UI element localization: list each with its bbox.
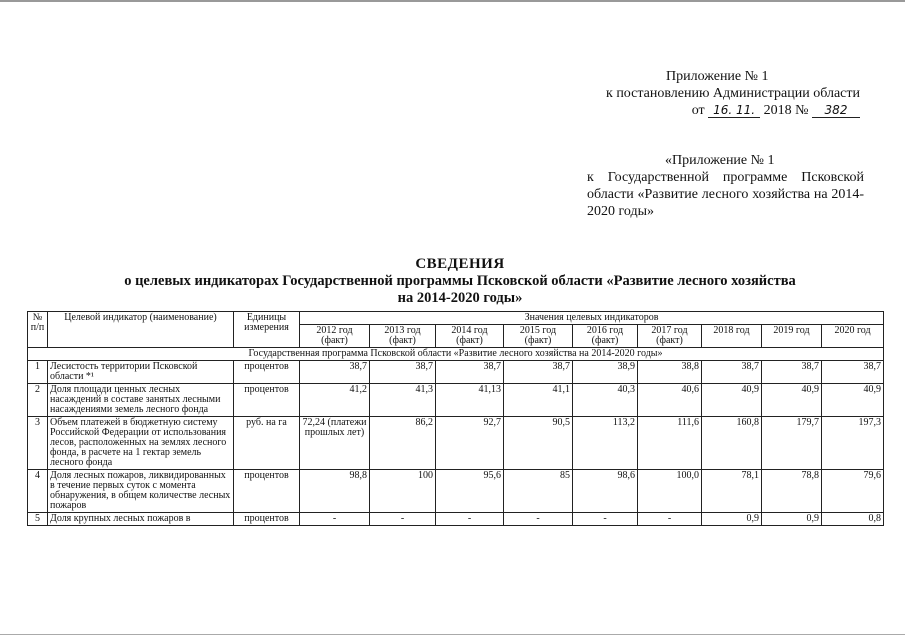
row-value: 0,9 — [762, 513, 822, 526]
top-border-line — [0, 0, 905, 2]
row-value: 90,5 — [504, 417, 573, 470]
table-row — [28, 513, 884, 526]
row-indicator: Доля лесных пожаров, ликвидированных в течение первых суток с момента обнаружения, в общем количестве лесных пожаров — [48, 470, 234, 513]
header-year: 2020 год — [822, 325, 884, 348]
row-num: 3 — [28, 417, 48, 470]
appendix-2-block — [587, 152, 864, 220]
appendix-1-decree: к постановлению Администрации области — [606, 86, 860, 101]
appendix-1-date-line: от 16. 11. 2018 № 382 — [580, 102, 860, 119]
row-value: 41,13 — [436, 384, 504, 417]
appendix-2-text: к Государственной программе Псковской области «Развитие лесного хозяйства на 2014-2020 годы» — [587, 170, 864, 219]
row-value: 41,1 — [504, 384, 573, 417]
row-value: 111,6 — [638, 417, 702, 470]
row-value: - — [300, 513, 370, 526]
row-value: 40,9 — [822, 384, 884, 417]
row-value: 0,9 — [702, 513, 762, 526]
row-num: 4 — [28, 470, 48, 513]
row-value: 38,9 — [573, 361, 638, 384]
header-units: Единицы измерения — [234, 312, 300, 348]
appendix-2-title: «Приложение № 1 — [665, 153, 775, 168]
row-value: - — [370, 513, 436, 526]
row-unit: процентов — [234, 384, 300, 417]
row-unit: руб. на га — [234, 417, 300, 470]
header-year: 2013 год (факт) — [370, 325, 436, 348]
row-value: 38,7 — [504, 361, 573, 384]
table-row — [28, 470, 884, 513]
row-indicator: Доля площади ценных лесных насаждений в составе занятых лесными насаждениями земель лесного фонда — [48, 384, 234, 417]
row-unit: процентов — [234, 470, 300, 513]
row-value: - — [638, 513, 702, 526]
row-unit: процентов — [234, 361, 300, 384]
row-indicator: Лесистость территории Псковской области *¹ — [48, 361, 234, 384]
header-year: 2014 год (факт) — [436, 325, 504, 348]
row-value: 79,6 — [822, 470, 884, 513]
row-value: 72,24 (платежи прошлых лет) — [300, 417, 370, 470]
handwritten-number: 382 — [812, 103, 860, 118]
row-value: 38,7 — [822, 361, 884, 384]
appendix-1-title: Приложение № 1 — [666, 69, 769, 84]
title-subtitle-2: на 2014-2020 годы» — [397, 290, 523, 306]
row-value: 100,0 — [638, 470, 702, 513]
row-value: 40,9 — [702, 384, 762, 417]
table-row — [28, 361, 884, 384]
row-value: 38,7 — [370, 361, 436, 384]
row-num: 5 — [28, 513, 48, 526]
row-value: - — [504, 513, 573, 526]
header-year: 2018 год — [702, 325, 762, 348]
header-year: 2012 год (факт) — [300, 325, 370, 348]
row-value: 98,8 — [300, 470, 370, 513]
row-value: 78,8 — [762, 470, 822, 513]
header-values-group: Значения целевых индикаторов — [300, 312, 884, 325]
row-value: 40,3 — [573, 384, 638, 417]
row-value: 41,2 — [300, 384, 370, 417]
row-value: 95,6 — [436, 470, 504, 513]
document-title — [90, 256, 830, 307]
row-value: 86,2 — [370, 417, 436, 470]
table-row — [28, 417, 884, 470]
row-value: 100 — [370, 470, 436, 513]
row-value: 85 — [504, 470, 573, 513]
header-indicator: Целевой индикатор (наименование) — [48, 312, 234, 348]
row-indicator: Объем платежей в бюджетную систему Российской Федерации от использования лесов, расположенных на землях лесного фонда, в расчете на 1 гектар земель лесного фонда — [48, 417, 234, 470]
table-row — [28, 384, 884, 417]
row-value: 92,7 — [436, 417, 504, 470]
row-value: 197,3 — [822, 417, 884, 470]
row-num: 1 — [28, 361, 48, 384]
row-value: 38,7 — [436, 361, 504, 384]
header-year: 2017 год (факт) — [638, 325, 702, 348]
row-value: 38,8 — [638, 361, 702, 384]
header-year: 2016 год (факт) — [573, 325, 638, 348]
row-value: 113,2 — [573, 417, 638, 470]
indicators-table — [27, 311, 884, 526]
row-value: 98,6 — [573, 470, 638, 513]
header-num: № п/п — [28, 312, 48, 348]
row-num: 2 — [28, 384, 48, 417]
handwritten-date: 16. 11. — [708, 103, 760, 118]
row-value: 38,7 — [702, 361, 762, 384]
header-year: 2015 год (факт) — [504, 325, 573, 348]
row-value: 160,8 — [702, 417, 762, 470]
row-indicator: Доля крупных лесных пожаров в — [48, 513, 234, 526]
row-value: 41,3 — [370, 384, 436, 417]
header-year: 2019 год — [762, 325, 822, 348]
row-value: 38,7 — [762, 361, 822, 384]
bottom-border-line — [0, 634, 905, 635]
row-value: 179,7 — [762, 417, 822, 470]
title-heading: СВЕДЕНИЯ — [415, 256, 505, 272]
row-value: 78,1 — [702, 470, 762, 513]
program-row: Государственная программа Псковской области «Развитие лесного хозяйства на 2014-2020 годы» — [28, 348, 884, 361]
row-value: 40,9 — [762, 384, 822, 417]
appendix-1-block — [580, 68, 860, 119]
row-value: 38,7 — [300, 361, 370, 384]
row-value: 0,8 — [822, 513, 884, 526]
title-subtitle-1: о целевых индикаторах Государственной программы Псковской области «Развитие лесного хозяйства — [124, 273, 796, 289]
row-unit: процентов — [234, 513, 300, 526]
row-value: - — [436, 513, 504, 526]
row-value: - — [573, 513, 638, 526]
row-value: 40,6 — [638, 384, 702, 417]
